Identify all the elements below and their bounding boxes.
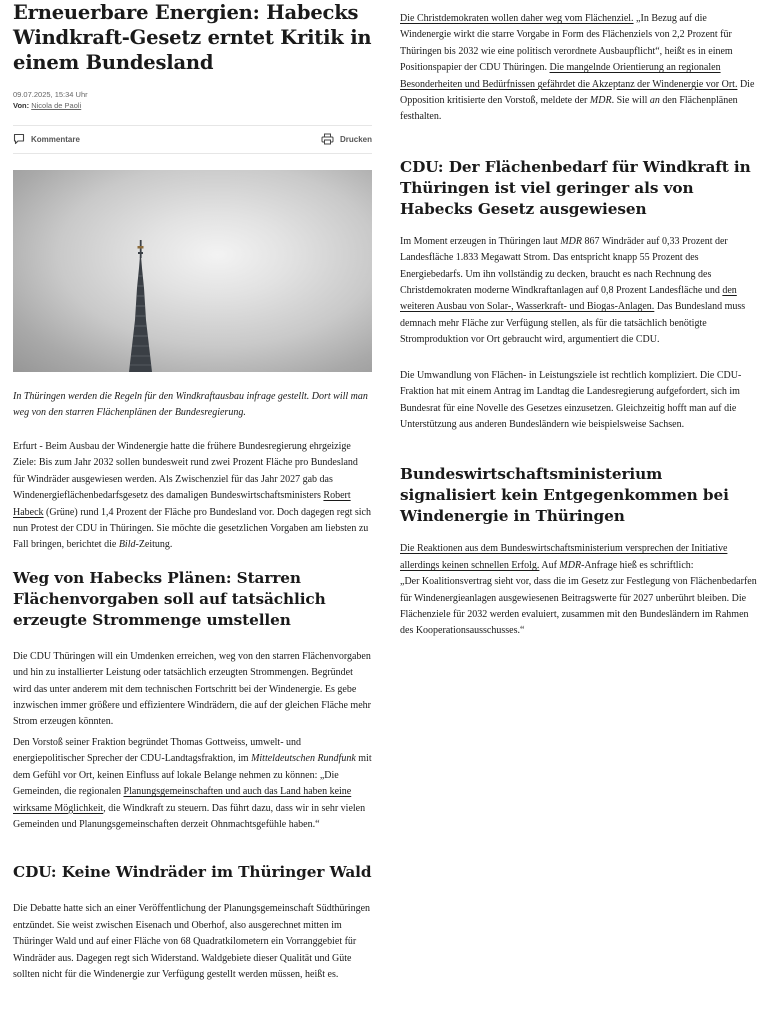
paragraph-cdu-umdenken: Die CDU Thüringen will ein Umdenken erreichen, weg von den starren Flächenvorgaben und hin zu installierter Leistung oder tatsächlich erzeugten Strommengen. Begründet wird das unter anderem mit dem technischen Fortschritt bei der Windenergie. Es gebe inzwischen immer größere und effizientere Windrädern, die auf der gleichen Fläche mehr Strom erzeugen könnten. — [13, 650, 371, 728]
text-segment: Den Vorstoß seiner Fraktion begründet Thomas Gottweiss, umwelt- und energiepolitischer Sprecher der CDU-Landtagsfraktion, im — [13, 736, 302, 765]
text-segment: (Grüne) rund 1,4 Prozent der Fläche pro Bundesland vor. Doch dagegen regt sich nun Protest der CDU in Thüringen. Sie möchte die gesetzlichen Vorgaben am liebsten zu Fall bringen, berichtet die — [13, 506, 371, 551]
link-planungsgemeinschaften[interactable]: Planungsgemeinschaften und auch das Land haben keine wirksame Möglichkeit — [13, 786, 352, 814]
link-weg-vom-flaechenziel[interactable]: Die Christdemokraten wollen daher weg vom Flächenziel. — [400, 13, 634, 24]
print-button[interactable] — [321, 133, 372, 147]
subheading-habeck-plans: Weg von Habecks Plänen: Starren Flächenvorgaben soll auf tatsächlich erzeugte Strommenge umstellen — [13, 568, 326, 629]
print-label: Drucken — [339, 135, 372, 144]
comments-label: Kommentare — [31, 135, 80, 144]
subheading-thueringer-wald: CDU: Keine Windräder im Thüringer Wald — [13, 863, 372, 882]
author-line — [13, 100, 372, 111]
subheading-flaechenbedarf: CDU: Der Flächenbedarf für Windkraft in Thüringen ist viel geringer als von Habecks Gesetz ausgewiesen — [400, 157, 751, 218]
image-caption: In Thüringen werden die Regeln für den Windkraftausbau infrage gestellt. Dort will man weg von den starren Flächenplänen der Bundesregierung. — [13, 391, 368, 418]
text-segment: -Anfrage hieß es schriftlich: — [581, 559, 694, 571]
comment-icon — [13, 133, 25, 147]
paragraph-debatte: Die Debatte hatte sich an einer Veröffentlichung der Planungsgemeinschaft Südthüringen entzündet. Sie weist zwischen Eisenach und Oberhof, also ausgerechnet mitten im Thüringer Wald und auf einer Fläche von 68 Quadratkilometern ein Vorranggebiet für Windräder aus. Dagegen regt sich Widerstand. Waldgebiete dieser Qualität und Güte sollten nicht für die Windenergie zur Verfügung gestellt werden müssen, heißt es. — [13, 903, 371, 980]
text-segment: , die Windkraft zu steuern. Das führt dazu, dass wir in sehr vielen Gemeinden und Planungsgemeinschaften derzeit Ohnmachtsgefühle haben.“ — [13, 802, 366, 830]
text-segment: 867 Windräder auf 0,33 Prozent der Landesfläche 1.833 Megawatt Strom. Das entspricht knapp 55 Prozent des Energiebedarfs. Um ihn vollständig zu decken, braucht es nach Rechnung des Christdemokraten moderne Windkraftanlagen auf 0,8 Prozent Landesfläche und — [400, 235, 728, 297]
paragraph-umwandlung: Die Umwandlung von Flächen- in Leistungsziele ist rechtlich kompliziert. Die CDU-Fraktion hat mit einem Antrag im Landtag die Landesregierung aufgefordert, sich im Bundesrat für eine Novelle des Gesetzes einzusetzen. Gleichzeitig hofft man auf die Unterstützung aus anderen Bundesländern wie beispielsweise Sachsen. — [400, 369, 742, 430]
article-meta — [13, 89, 372, 111]
text-segment: Im Moment erzeugen in Thüringen laut — [400, 235, 561, 247]
text-segment: Erfurt - Beim Ausbau der Windenergie hatte die frühere Bundesregierung ehrgeizige Ziele: Bis zum Jahr 2032 sollen bundesweit rund zwei Prozent Fläche pro Bundesland für Windräder ausgewiesen werden. Als Zwischenziel für das Jahr 2027 gab das Windenergieflächenbedarfsgesetz des damaligen Bundeswirtschaftsministers — [13, 441, 358, 502]
link-robert-habeck[interactable]: Robert Habeck — [13, 490, 351, 518]
right-column — [400, 11, 758, 640]
text-segment: den Flächenplänen festhalten. — [400, 95, 738, 123]
link-orientierung[interactable]: Die mangelnde Orientierung an regionalen Besonderheiten und Bedürfnissen gefährdet die Akzeptanz der Windenergie vor Ort. — [400, 62, 738, 90]
paragraph-gottweiss — [13, 735, 372, 833]
left-column — [13, 0, 372, 983]
comments-button[interactable] — [13, 133, 80, 147]
wind-turbine-tower-image — [13, 170, 372, 372]
emphasis-mdr: MDR — [559, 559, 582, 571]
text-segment: Die Opposition kritisierte den Vorstoß, meldete der — [400, 78, 755, 107]
text-segment: . Sie will — [611, 95, 650, 107]
link-reaktionen[interactable]: Die Reaktionen aus dem Bundeswirtschaftsministerium versprechen der Initiative allerdings keinen schnellen Erfolg. — [400, 543, 728, 571]
paragraph-reaktionen — [400, 541, 758, 574]
emphasis-bild: Bild — [118, 539, 136, 551]
paragraph-koalitionsvertrag-quote: „Der Koalitionsvertrag sieht vor, dass die im Gesetz zur Festlegung von Flächenbedarfen für Windenergieanlagen ausgewiesenen Beitragswerte für 2027 unberührt bleiben. Die Flächenziele für 2032 werden evaluiert, zusammen mit den Bundesländern im Rahmen des Kooperationsausschusses.“ — [400, 576, 757, 637]
link-ausbau-solar[interactable]: den weiteren Ausbau von Solar-, Wasserkraft- und Biogas-Anlagen. — [400, 285, 737, 313]
emphasis-mdr: MDR — [560, 235, 582, 247]
text-segment: Auf — [539, 559, 560, 571]
author-link[interactable]: Nicola de Paoli — [31, 101, 82, 110]
emphasis-mdr: MDR — [589, 95, 612, 107]
text-segment: -Zeitung. — [135, 539, 173, 551]
article-headline: Erneuerbare Energien: Habecks Windkraft-Gesetz erntet Kritik in einem Bundesland — [13, 1, 372, 74]
text-segment: Das Bundesland muss demnach mehr Fläche zur Verfügung stellen, als für die tatsächlich benötigte Stromproduktion vor Ort gebraucht wird, argumentiert die CDU. — [400, 301, 746, 346]
text-segment: mit dem Gefühl vor Ort, keinen Einfluss auf lokale Belange nehmen zu können: „Die Gemeinden, die regionalen — [13, 753, 372, 798]
publish-date: 09.07.2025, 15:34 Uhr — [13, 90, 88, 99]
emphasis-an: an — [649, 95, 660, 107]
printer-icon — [321, 133, 334, 147]
emphasis-mdr: Mitteldeutschen Rundfunk — [251, 753, 356, 765]
paragraph-flaechenziel — [400, 11, 758, 126]
text-segment: „In Bezug auf die Windenergie wirkt die starre Vorgabe in Form des Flächenziels von 2,2 Prozent für Thüringen bis 2032 wie eine politisch verordnete Ausbaupflicht“, heißt es in einem Positionspapier der CDU Thüringen. — [400, 13, 733, 74]
article-toolbar — [13, 125, 372, 154]
article-image — [13, 170, 372, 372]
subheading-bundeswirtschaftsministerium: Bundeswirtschaftsministerium signalisiert kein Entgegenkommen bei Windenergie in Thüringen — [400, 465, 729, 526]
paragraph-windraeder-zahlen — [400, 234, 758, 349]
author-label: Von: — [13, 101, 30, 110]
paragraph-intro — [13, 439, 372, 554]
